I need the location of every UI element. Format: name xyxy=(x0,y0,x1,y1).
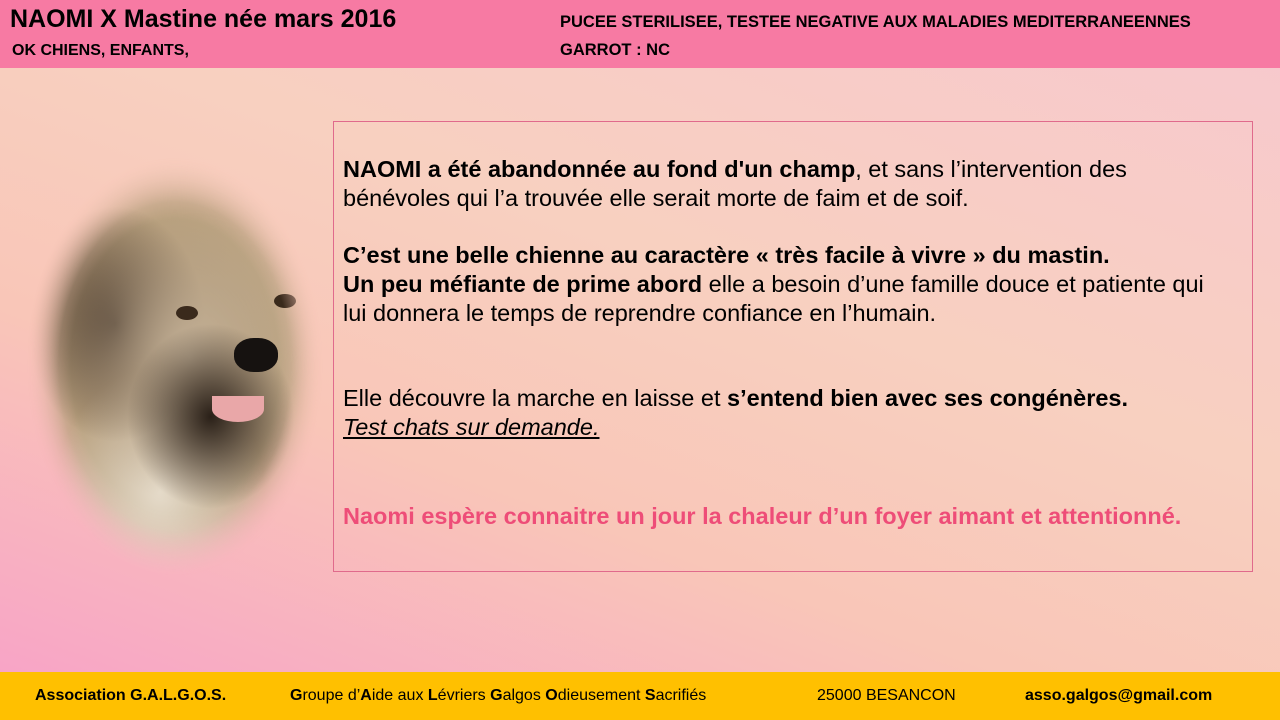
header-banner xyxy=(0,0,1280,68)
contact-email[interactable]: asso.galgos@gmail.com xyxy=(1025,687,1213,704)
dog-title: NAOMI X Mastine née mars 2016 xyxy=(10,5,397,33)
dog-tongue xyxy=(212,396,264,422)
paragraph-abandon xyxy=(343,155,1233,213)
cat-test-note: Test chats sur demande. xyxy=(343,414,600,440)
footer-banner xyxy=(0,672,1280,720)
compatibility-line: OK CHIENS, ENFANTS, xyxy=(12,42,189,59)
association-name: Association G.A.L.G.O.S. xyxy=(35,687,227,704)
leash-bold: s’entend bien avec ses congénères. xyxy=(727,385,1129,411)
paragraph-character xyxy=(343,241,1233,328)
height-info: GARROT : NC xyxy=(560,41,670,59)
character-bold: C’est une belle chienne au caractère « très facile à vivre » du mastin. xyxy=(343,242,1110,268)
abandon-text: , et sans l’intervention des bénévoles qui l’a trouvée elle serait morte de faim et de soif. xyxy=(343,156,1127,211)
wary-bold: Un peu méfiante de prime abord xyxy=(343,271,703,297)
description-box xyxy=(333,121,1253,572)
city: 25000 BESANCON xyxy=(817,687,956,704)
leash-text: Elle découvre la marche en laisse et xyxy=(343,385,728,411)
abandon-bold: NAOMI a été abandonnée au fond d'un champ xyxy=(343,156,856,182)
wary-text: elle a besoin d’une famille douce et patiente qui lui donnera le temps de reprendre confiance en l’humain. xyxy=(343,271,1204,326)
dog-eye-left xyxy=(176,306,198,320)
dog-eye-right xyxy=(274,294,296,308)
paragraph-leash xyxy=(343,384,1233,442)
paragraph-hope: Naomi espère connaitre un jour la chaleur d’un foyer aimant et attentionné. xyxy=(343,503,1182,529)
dog-photo xyxy=(26,156,324,576)
acronym-expansion: Groupe d’Aide aux Lévriers Galgos Odieusement Sacrifiés xyxy=(290,687,707,704)
dog-nose xyxy=(234,338,278,372)
health-info: PUCEE STERILISEE, TESTEE NEGATIVE AUX MALADIES MEDITERRANEENNES xyxy=(560,13,1191,31)
